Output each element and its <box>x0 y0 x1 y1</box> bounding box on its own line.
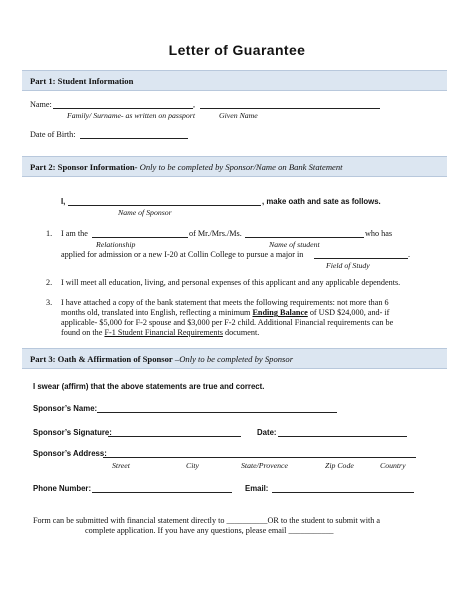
item2-number: 2. <box>46 278 53 287</box>
part3-heading: Part 3: Oath & Affirmation of Sponsor –Only to be completed by Sponsor <box>30 353 294 364</box>
item3-line1: I have attached a copy of the bank statement that meets the following requirements: not more than 6 <box>61 298 389 307</box>
date-label: Date: <box>257 428 277 437</box>
phone-field[interactable] <box>92 492 232 493</box>
city-caption: City <box>186 461 199 470</box>
swear-statement: I swear (affirm) that the above statements are true and correct. <box>33 382 265 391</box>
given-name-caption: Given Name <box>219 111 258 120</box>
country-caption: Country <box>380 461 406 470</box>
item3-line3: applicable- $5,000 for F-2 spouse and $3,000 per F-2 child. Additional Financial requirements can be <box>61 318 394 327</box>
field-of-study-caption: Field of Study <box>326 261 370 270</box>
page-title: Letter of Guarantee <box>168 42 306 58</box>
sponsor-signature-field[interactable] <box>108 436 241 437</box>
item3-line2: months old, translated into English, reflecting a minimum Ending Balance of USD $24,000, and- if <box>61 308 390 317</box>
field-of-study-field[interactable] <box>314 258 408 259</box>
relationship-field[interactable] <box>92 237 188 238</box>
name-comma: , <box>193 100 196 109</box>
item3-number: 3. <box>46 298 53 307</box>
family-name-field[interactable] <box>53 108 193 109</box>
oath-suffix: , make oath and sate as follows. <box>262 197 381 206</box>
item1-line2: applied for admission or a new I-20 at Collin College to pursue a major in <box>61 250 304 259</box>
item1-text-a: I am the <box>61 229 88 238</box>
dob-field[interactable] <box>80 138 188 139</box>
part3-header <box>22 348 447 369</box>
relationship-caption: Relationship <box>96 240 136 249</box>
part2-heading: Part 2: Sponsor Information- Only to be completed by Sponsor/Name on Bank Statement <box>30 161 343 172</box>
ending-balance-term: Ending Balance <box>252 308 308 317</box>
phone-label: Phone Number: <box>33 484 92 493</box>
name-label: Name: <box>30 100 52 109</box>
sponsor-name-caption: Name of Sponsor <box>118 208 172 217</box>
footer-line1: Form can be submitted with financial statement directly to __________OR to the student to submit with a <box>33 516 381 525</box>
question-email-blank[interactable]: ___________ <box>288 526 334 535</box>
student-name-field[interactable] <box>245 237 364 238</box>
student-name-caption: Name of student <box>269 240 320 249</box>
item1-text-b: of Mr./Mrs./Ms. <box>189 229 242 238</box>
sponsor-name-field[interactable] <box>97 412 337 413</box>
email-field[interactable] <box>272 492 414 493</box>
sponsor-address-label: Sponsor’s Address: <box>33 449 107 458</box>
financial-requirements-link[interactable]: F-1 Student Financial Requirements <box>104 328 223 337</box>
sponsor-signature-label: Sponsor’s Signature: <box>33 428 112 437</box>
part1-header <box>22 70 447 91</box>
sponsor-name-label: Sponsor’s Name: <box>33 404 98 413</box>
dob-label: Date of Birth: <box>30 130 76 139</box>
sponsor-address-field[interactable] <box>103 457 416 458</box>
given-name-field[interactable] <box>200 108 380 109</box>
item1-text-c: who has <box>365 229 393 238</box>
email-label: Email: <box>245 484 269 493</box>
item3-line4: found on the F-1 Student Financial Requirements document. <box>61 328 260 337</box>
item1-line2-period: . <box>408 250 411 259</box>
part2-header <box>22 156 447 177</box>
part1-heading: Part 1: Student Information <box>30 75 134 86</box>
oath-prefix: I, <box>61 197 66 206</box>
family-name-caption: Family/ Surname- as written on passport <box>67 111 195 120</box>
state-caption: State/Provence <box>241 461 288 470</box>
zip-caption: Zip Code <box>325 461 354 470</box>
footer-line2: complete application. If you have any questions, please email ___________ <box>85 526 334 535</box>
item2-text: I will meet all education, living, and personal expenses of this applicant and any applicable dependents. <box>61 278 401 287</box>
item1-number: 1. <box>46 229 53 238</box>
submission-contact-blank[interactable]: __________ <box>226 516 268 525</box>
sponsor-name-oath-field[interactable] <box>68 205 261 206</box>
street-caption: Street <box>112 461 130 470</box>
date-field[interactable] <box>278 436 407 437</box>
